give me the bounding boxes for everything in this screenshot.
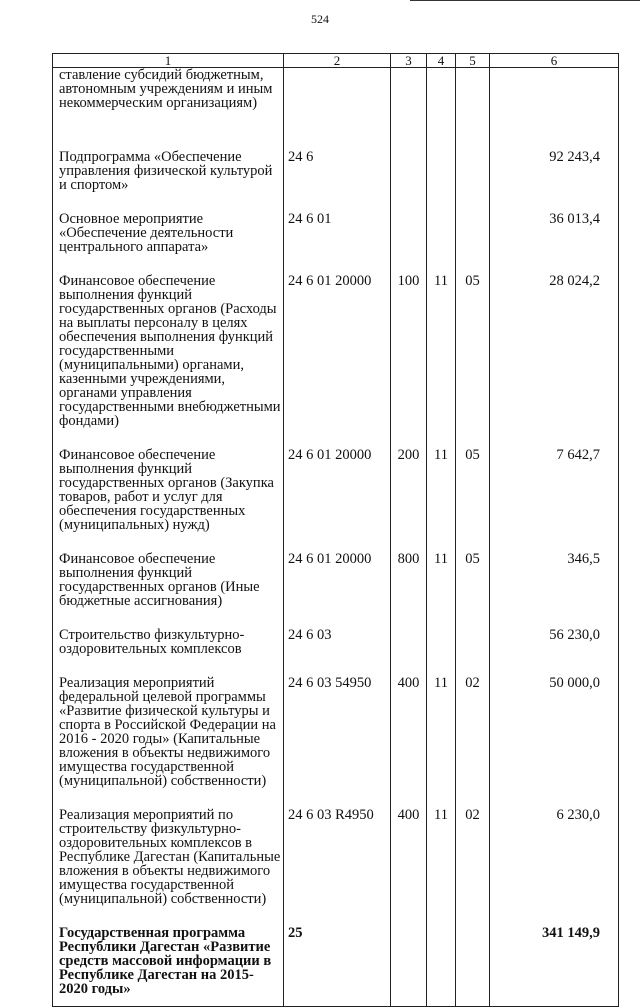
page-number: 524 bbox=[311, 12, 329, 26]
header-col-5: 5 bbox=[456, 54, 490, 68]
row-expense-type: 100 bbox=[391, 274, 427, 448]
row-code bbox=[284, 68, 391, 151]
row-section: 11 bbox=[427, 274, 456, 448]
row-amount: 346,5 bbox=[490, 552, 619, 628]
row-amount: 341 149,9 bbox=[490, 926, 619, 1007]
row-subsection bbox=[456, 150, 490, 212]
row-amount: 50 000,0 bbox=[490, 676, 619, 808]
table-row bbox=[53, 68, 619, 151]
row-section bbox=[427, 68, 456, 151]
row-subsection bbox=[456, 68, 490, 151]
row-section bbox=[427, 212, 456, 274]
row-name: Государственная программа Республики Дагестан «Развитие средств массовой информации в Республике Дагестан на 2015-2020 годы» bbox=[53, 926, 284, 1007]
table-row bbox=[53, 628, 619, 676]
table-row bbox=[53, 448, 619, 552]
top-rule bbox=[410, 0, 640, 1]
row-expense-type: 400 bbox=[391, 676, 427, 808]
row-section: 11 bbox=[427, 676, 456, 808]
row-expense-type: 200 bbox=[391, 448, 427, 552]
row-section: 11 bbox=[427, 808, 456, 926]
row-section bbox=[427, 150, 456, 212]
row-amount: 7 642,7 bbox=[490, 448, 619, 552]
row-amount: 36 013,4 bbox=[490, 212, 619, 274]
row-code: 24 6 01 20000 bbox=[284, 274, 391, 448]
header-col-1: 1 bbox=[53, 54, 284, 68]
row-code: 24 6 bbox=[284, 150, 391, 212]
row-code: 24 6 01 20000 bbox=[284, 552, 391, 628]
table-row bbox=[53, 926, 619, 1007]
header-col-6: 6 bbox=[490, 54, 619, 68]
row-name: Финансовое обеспечение выполнения функций государственных органов (Расходы на выплаты персоналу в целях обеспечения выполнения функций государственными (муниципальными) органами, казенными учреждениями, органами управления государственными внебюджетными фондами) bbox=[53, 274, 284, 448]
row-code: 24 6 01 20000 bbox=[284, 448, 391, 552]
table-row bbox=[53, 150, 619, 212]
row-section: 11 bbox=[427, 448, 456, 552]
row-subsection: 05 bbox=[456, 448, 490, 552]
row-code: 24 6 03 bbox=[284, 628, 391, 676]
header-col-3: 3 bbox=[391, 54, 427, 68]
row-name: Основное мероприятие «Обеспечение деятельности центрального аппарата» bbox=[53, 212, 284, 274]
row-code: 25 bbox=[284, 926, 391, 1007]
row-name: Финансовое обеспечение выполнения функций государственных органов (Иные бюджетные ассигнования) bbox=[53, 552, 284, 628]
row-code: 24 6 03 54950 bbox=[284, 676, 391, 808]
header-col-4: 4 bbox=[427, 54, 456, 68]
row-subsection bbox=[456, 926, 490, 1007]
row-amount bbox=[490, 68, 619, 151]
budget-table bbox=[52, 53, 619, 1007]
row-subsection: 02 bbox=[456, 808, 490, 926]
header-col-2: 2 bbox=[284, 54, 391, 68]
row-section bbox=[427, 926, 456, 1007]
table-row bbox=[53, 552, 619, 628]
row-subsection bbox=[456, 628, 490, 676]
row-expense-type bbox=[391, 926, 427, 1007]
row-amount: 28 024,2 bbox=[490, 274, 619, 448]
row-expense-type bbox=[391, 212, 427, 274]
row-section bbox=[427, 628, 456, 676]
table-row bbox=[53, 676, 619, 808]
row-expense-type bbox=[391, 628, 427, 676]
row-subsection: 02 bbox=[456, 676, 490, 808]
row-name: Реализация мероприятий по строительству физкультурно-оздоровительных комплексов в Республике Дагестан (Капитальные вложения в объекты недвижимого имущества государственной (муниципальной) собственности) bbox=[53, 808, 284, 926]
row-amount: 56 230,0 bbox=[490, 628, 619, 676]
row-name: Строительство физкультурно-оздоровительных комплексов bbox=[53, 628, 284, 676]
row-subsection bbox=[456, 212, 490, 274]
table-row bbox=[53, 808, 619, 926]
row-section: 11 bbox=[427, 552, 456, 628]
row-code: 24 6 03 R4950 bbox=[284, 808, 391, 926]
row-name: Финансовое обеспечение выполнения функций государственных органов (Закупка товаров, работ и услуг для обеспечения государственных (муниципальных) нужд) bbox=[53, 448, 284, 552]
row-subsection: 05 bbox=[456, 274, 490, 448]
row-amount: 6 230,0 bbox=[490, 808, 619, 926]
row-subsection: 05 bbox=[456, 552, 490, 628]
row-expense-type bbox=[391, 68, 427, 151]
row-name: Реализация мероприятий федеральной целевой программы «Развитие физической культуры и спорта в Российской Федерации на 2016 - 2020 годы» (Капитальные вложения в объекты недвижимого имущества государственной (муниципальной) собственности) bbox=[53, 676, 284, 808]
row-expense-type: 400 bbox=[391, 808, 427, 926]
row-expense-type bbox=[391, 150, 427, 212]
row-expense-type: 800 bbox=[391, 552, 427, 628]
row-name: Подпрограмма «Обеспечение управления физической культурой и спортом» bbox=[53, 150, 284, 212]
table-row bbox=[53, 274, 619, 448]
table-row bbox=[53, 212, 619, 274]
row-amount: 92 243,4 bbox=[490, 150, 619, 212]
row-code: 24 6 01 bbox=[284, 212, 391, 274]
header-row bbox=[53, 54, 619, 68]
row-name: ставление субсидий бюджетным, автономным учреждениям и иным некоммерческим организациям) bbox=[53, 68, 284, 151]
